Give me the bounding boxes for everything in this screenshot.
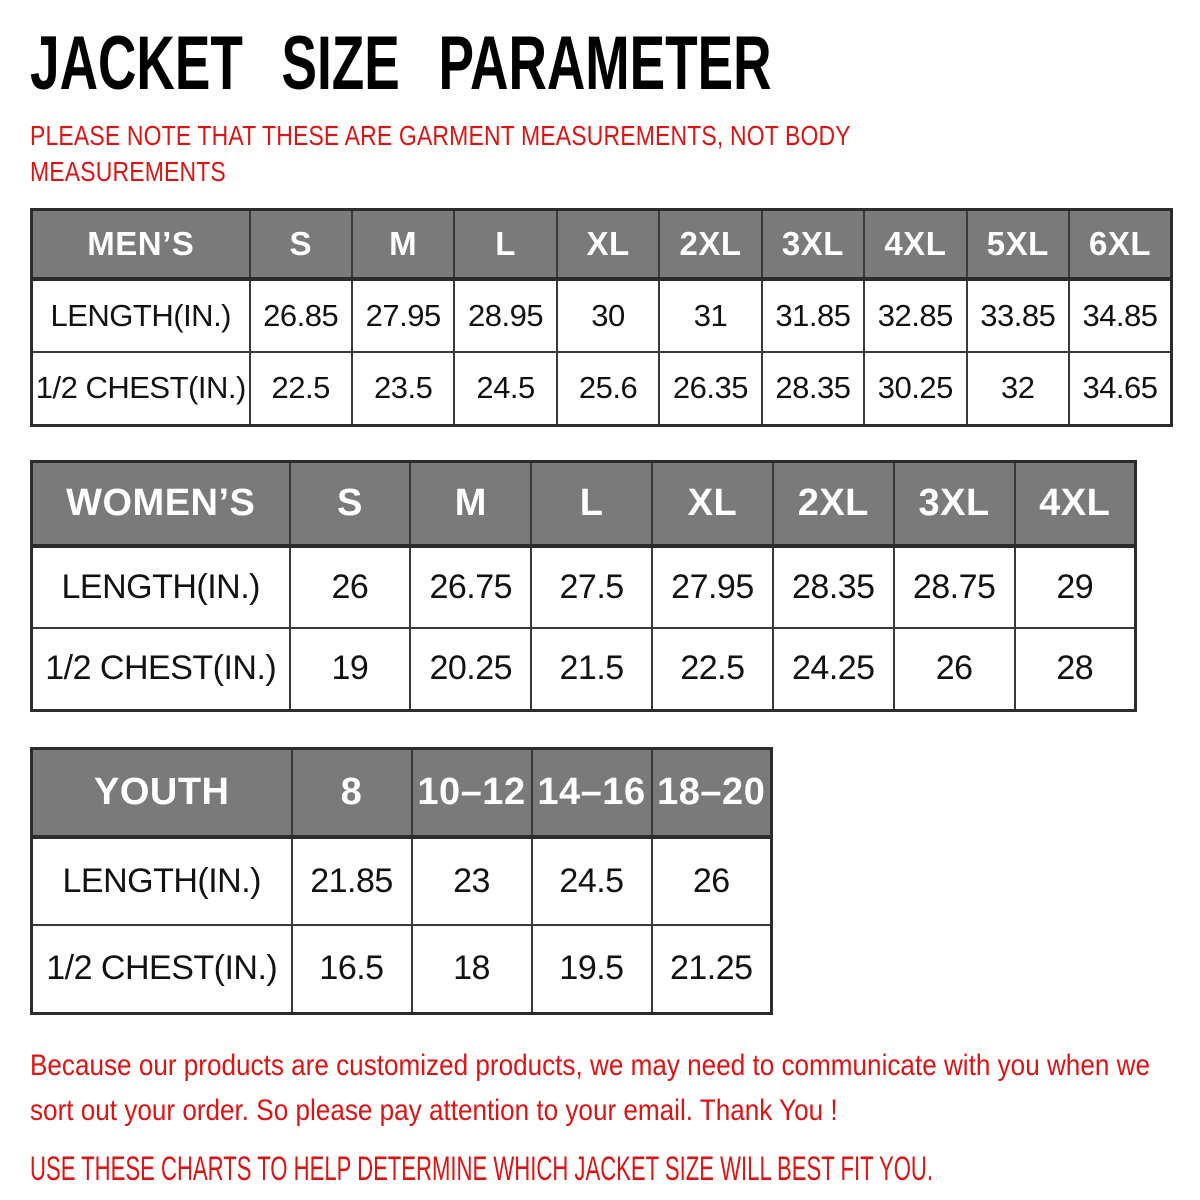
column-header-8: 8 [292,748,412,837]
size-value-cell: 30.25 [864,352,966,425]
column-header-l: L [454,209,556,279]
womens-table-title: WOMEN’S [32,461,290,546]
size-value-cell: 34.85 [1069,279,1172,352]
size-value-cell: 19.5 [532,925,652,1013]
size-value-cell: 28.75 [894,546,1015,628]
size-value-cell: 27.5 [531,546,652,628]
size-value-cell: 16.5 [292,925,412,1013]
size-value-cell: 26 [652,837,772,925]
page-title: JACKET SIZE PARAMETER [30,21,772,106]
size-value-cell: 23.5 [352,352,454,425]
size-value-cell: 34.65 [1069,352,1172,425]
size-value-cell: 21.5 [531,628,652,710]
size-value-cell: 20.25 [410,628,531,710]
size-value-cell: 28.35 [773,546,894,628]
column-header-6xl: 6XL [1069,209,1172,279]
womens-length-row [32,546,1136,628]
column-header-m: M [352,209,454,279]
size-value-cell: 19 [290,628,411,710]
size-value-cell: 18 [412,925,532,1013]
column-header-xl: XL [652,461,773,546]
column-header-2xl: 2XL [773,461,894,546]
youth-length-row [32,837,772,925]
row-label: LENGTH(IN.) [32,837,292,925]
column-header-l: L [531,461,652,546]
mens-chest-row [32,352,1172,425]
column-header-2xl: 2XL [659,209,761,279]
custom-order-notice: Because our products are customized products, we may need to communicate with you when we sort out your order. So please pay attention to your email. Thank You ! [30,1048,1150,1127]
row-label: 1/2 CHEST(IN.) [32,628,290,710]
womens-chest-row [32,628,1136,710]
mens-length-row [32,279,1172,352]
row-label: LENGTH(IN.) [32,546,290,628]
size-value-cell: 31 [659,279,761,352]
size-value-cell: 26.35 [659,352,761,425]
size-value-cell: 21.85 [292,837,412,925]
size-value-cell: 24.5 [532,837,652,925]
row-label: LENGTH(IN.) [32,279,250,352]
size-value-cell: 31.85 [762,279,864,352]
size-value-cell: 32.85 [864,279,966,352]
size-value-cell: 26.85 [250,279,352,352]
size-value-cell: 22.5 [652,628,773,710]
size-value-cell: 28.35 [762,352,864,425]
youth-chest-row [32,925,772,1013]
column-header-3xl: 3XL [894,461,1015,546]
column-header-14-16: 14–16 [532,748,652,837]
size-value-cell: 24.25 [773,628,894,710]
column-header-s: S [250,209,352,279]
size-value-cell: 26 [894,628,1015,710]
size-value-cell: 28.95 [454,279,556,352]
column-header-5xl: 5XL [967,209,1069,279]
column-header-m: M [410,461,531,546]
womens-size-table [30,460,1137,712]
size-value-cell: 27.95 [352,279,454,352]
size-value-cell: 32 [967,352,1069,425]
youth-size-table [30,747,773,1015]
size-value-cell: 29 [1015,546,1136,628]
column-header-18-20: 18–20 [652,748,772,837]
size-value-cell: 22.5 [250,352,352,425]
column-header-s: S [290,461,411,546]
row-label: 1/2 CHEST(IN.) [32,352,250,425]
size-value-cell: 26.75 [410,546,531,628]
mens-size-table [30,208,1173,427]
column-header-3xl: 3XL [762,209,864,279]
garment-measurement-note: PLEASE NOTE THAT THESE ARE GARMENT MEASUREMENTS, NOT BODY MEASUREMENTS [30,120,851,187]
column-header-xl: XL [557,209,659,279]
column-header-4xl: 4XL [864,209,966,279]
row-label: 1/2 CHEST(IN.) [32,925,292,1013]
youth-table-title: YOUTH [32,748,292,837]
size-value-cell: 26 [290,546,411,628]
youth-header-row [32,748,772,837]
size-value-cell: 24.5 [454,352,556,425]
size-value-cell: 33.85 [967,279,1069,352]
chart-usage-note: USE THESE CHARTS TO HELP DETERMINE WHICH JACKET SIZE WILL BEST FIT YOU. [30,1149,934,1188]
size-value-cell: 25.6 [557,352,659,425]
size-value-cell: 28 [1015,628,1136,710]
column-header-10-12: 10–12 [412,748,532,837]
size-value-cell: 27.95 [652,546,773,628]
womens-header-row [32,461,1136,546]
column-header-4xl: 4XL [1015,461,1136,546]
size-value-cell: 21.25 [652,925,772,1013]
mens-header-row [32,209,1172,279]
size-value-cell: 23 [412,837,532,925]
size-value-cell: 30 [557,279,659,352]
mens-table-title: MEN’S [32,209,250,279]
